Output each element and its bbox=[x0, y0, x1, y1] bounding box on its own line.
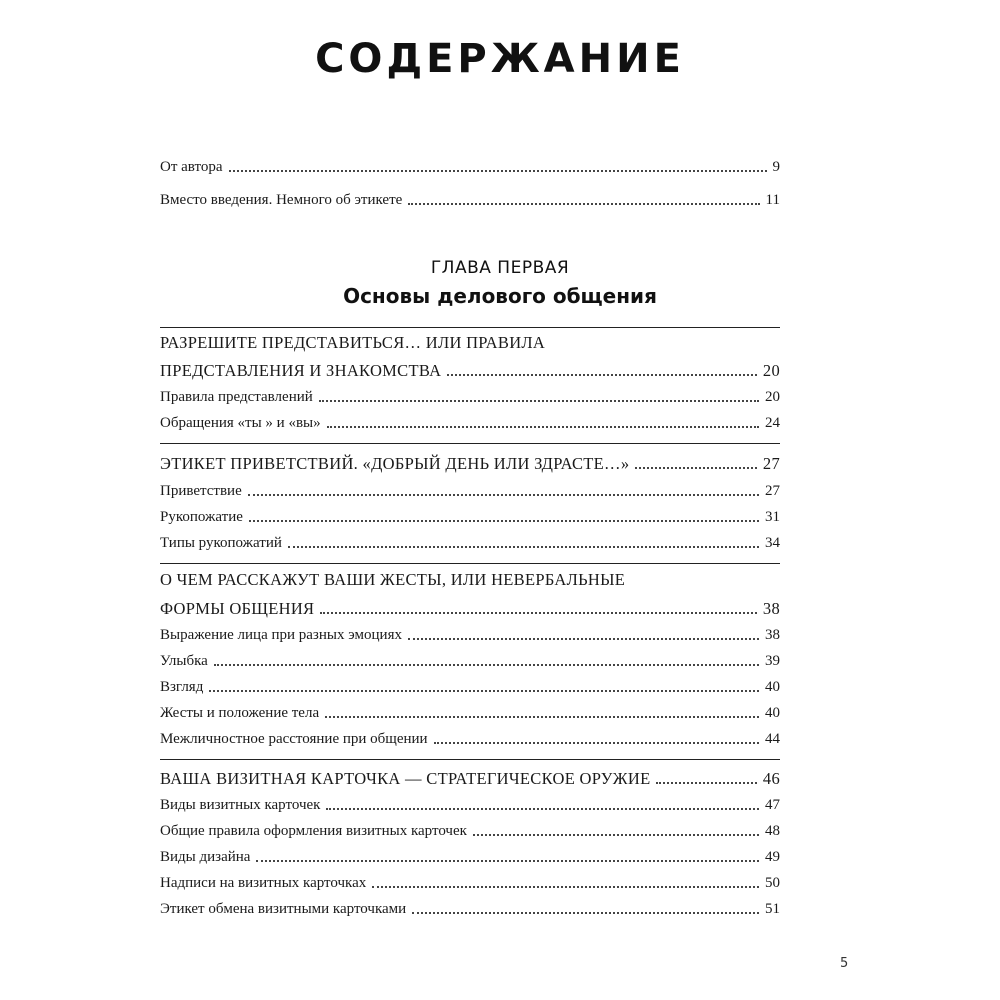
section-entry-greetings[interactable] bbox=[160, 451, 780, 473]
toc-entry-page: 46 bbox=[762, 769, 780, 788]
toc-entry-page: 27 bbox=[762, 454, 780, 473]
section-entry-business-card[interactable] bbox=[160, 766, 780, 788]
page-number: 5 bbox=[840, 956, 849, 971]
toc-entry-page: 38 bbox=[765, 627, 780, 643]
dot-leader bbox=[320, 612, 757, 614]
toc-entry-label: Жесты и положение тела bbox=[160, 705, 320, 721]
toc-entry-from-author[interactable] bbox=[160, 154, 780, 176]
toc-entry-label: От автора bbox=[160, 159, 223, 175]
section-divider bbox=[160, 759, 780, 760]
toc-entry-label: Этикет обмена визитными карточками bbox=[160, 901, 407, 917]
dot-leader bbox=[656, 782, 756, 784]
dot-leader bbox=[408, 203, 759, 205]
toc-entry[interactable] bbox=[160, 818, 780, 840]
toc-entry-page: 40 bbox=[765, 679, 780, 695]
dot-leader bbox=[473, 834, 759, 836]
toc-entry[interactable] bbox=[160, 844, 780, 866]
toc-entry[interactable] bbox=[160, 870, 780, 892]
section-title-line1[interactable]: РАЗРЕШИТЕ ПРЕДСТАВИТЬСЯ… ИЛИ ПРАВИЛА bbox=[160, 333, 546, 352]
toc-entry-label: Общие правила оформления визитных карточек bbox=[160, 823, 467, 839]
section-entry-introductions[interactable] bbox=[160, 358, 780, 380]
toc-entry-label: Виды визитных карточек bbox=[160, 797, 321, 813]
section-title-line1[interactable]: О ЧЕМ РАССКАЖУТ ВАШИ ЖЕСТЫ, ИЛИ НЕВЕРБАЛЬНЫЕ bbox=[160, 570, 626, 589]
toc-entry-page: 39 bbox=[765, 653, 780, 669]
toc-entry-page: 51 bbox=[765, 901, 780, 917]
dot-leader bbox=[214, 664, 759, 666]
toc-entry[interactable] bbox=[160, 700, 780, 722]
toc-entry-label: Типы рукопожатий bbox=[160, 535, 282, 551]
dot-leader bbox=[412, 912, 759, 914]
toc-entry-label: Вместо введения. Немного об этикете bbox=[160, 192, 403, 208]
toc-entry[interactable] bbox=[160, 504, 780, 526]
dot-leader bbox=[447, 374, 757, 376]
toc-entry-page: 11 bbox=[765, 192, 780, 208]
toc-entry[interactable] bbox=[160, 726, 780, 748]
section-title: ЭТИКЕТ ПРИВЕТСТВИЙ. «ДОБРЫЙ ДЕНЬ ИЛИ ЗДРАСТЕ…» bbox=[160, 454, 630, 473]
section-entry-gestures[interactable] bbox=[160, 596, 780, 618]
toc-entry-page: 20 bbox=[765, 389, 780, 405]
dot-leader bbox=[319, 400, 759, 402]
toc-entry-page: 48 bbox=[765, 823, 780, 839]
section-title: ВАША ВИЗИТНАЯ КАРТОЧКА — СТРАТЕГИЧЕСКОЕ ОРУЖИЕ bbox=[160, 769, 651, 788]
toc-entry-page: 34 bbox=[765, 535, 780, 551]
section-title-line2: ПРЕДСТАВЛЕНИЯ И ЗНАКОМСТВА bbox=[160, 361, 442, 380]
toc-entry[interactable] bbox=[160, 648, 780, 670]
toc-entry[interactable] bbox=[160, 530, 780, 552]
chapter-label: ГЛАВА ПЕРВАЯ bbox=[430, 258, 570, 278]
dot-leader bbox=[434, 742, 759, 744]
toc-entry-page: 9 bbox=[772, 159, 780, 175]
toc-entry-page: 49 bbox=[765, 849, 780, 865]
toc-entry-label: Межличностное расстояние при общении bbox=[160, 731, 428, 747]
dot-leader bbox=[249, 520, 759, 522]
dot-leader bbox=[288, 546, 759, 548]
dot-leader bbox=[327, 426, 759, 428]
toc-entry-page: 50 bbox=[765, 875, 780, 891]
toc-entry[interactable] bbox=[160, 410, 780, 432]
toc-entry-label: Рукопожатие bbox=[160, 509, 243, 525]
section-divider bbox=[160, 443, 780, 444]
toc-entry[interactable] bbox=[160, 896, 780, 918]
dot-leader bbox=[635, 467, 756, 469]
toc-entry-introduction[interactable] bbox=[160, 187, 780, 209]
toc-entry-page: 38 bbox=[762, 599, 780, 618]
dot-leader bbox=[256, 860, 759, 862]
toc-entry-page: 27 bbox=[765, 483, 780, 499]
toc-entry-label: Взгляд bbox=[160, 679, 204, 695]
page-title: СОДЕРЖАНИЕ bbox=[315, 36, 685, 82]
section-divider bbox=[160, 327, 780, 328]
dot-leader bbox=[229, 170, 767, 172]
toc-entry-label: Правила представлений bbox=[160, 389, 313, 405]
toc-entry-label: Надписи на визитных карточках bbox=[160, 875, 367, 891]
toc-entry-page: 44 bbox=[765, 731, 780, 747]
toc-entry-page: 47 bbox=[765, 797, 780, 813]
section-divider bbox=[160, 563, 780, 564]
dot-leader bbox=[325, 716, 759, 718]
toc-entry[interactable] bbox=[160, 674, 780, 696]
toc-entry-page: 20 bbox=[762, 361, 780, 380]
dot-leader bbox=[248, 494, 759, 496]
toc-entry-label: Обращения «ты » и «вы» bbox=[160, 415, 321, 431]
dot-leader bbox=[408, 638, 759, 640]
toc-entry-label: Выражение лица при разных эмоциях bbox=[160, 627, 402, 643]
dot-leader bbox=[209, 690, 759, 692]
toc-entry-page: 31 bbox=[765, 509, 780, 525]
chapter-name: Основы делового общения bbox=[343, 284, 657, 308]
toc-entry[interactable] bbox=[160, 622, 780, 644]
toc-entry[interactable] bbox=[160, 792, 780, 814]
dot-leader bbox=[326, 808, 759, 810]
toc-entry[interactable] bbox=[160, 478, 780, 500]
toc-entry-label: Виды дизайна bbox=[160, 849, 251, 865]
toc-entry-page: 40 bbox=[765, 705, 780, 721]
dot-leader bbox=[372, 886, 759, 888]
toc-entry-page: 24 bbox=[765, 415, 780, 431]
toc-entry[interactable] bbox=[160, 384, 780, 406]
toc-entry-label: Улыбка bbox=[160, 653, 208, 669]
section-title-line2: ФОРМЫ ОБЩЕНИЯ bbox=[160, 599, 315, 618]
toc-entry-label: Приветствие bbox=[160, 483, 242, 499]
